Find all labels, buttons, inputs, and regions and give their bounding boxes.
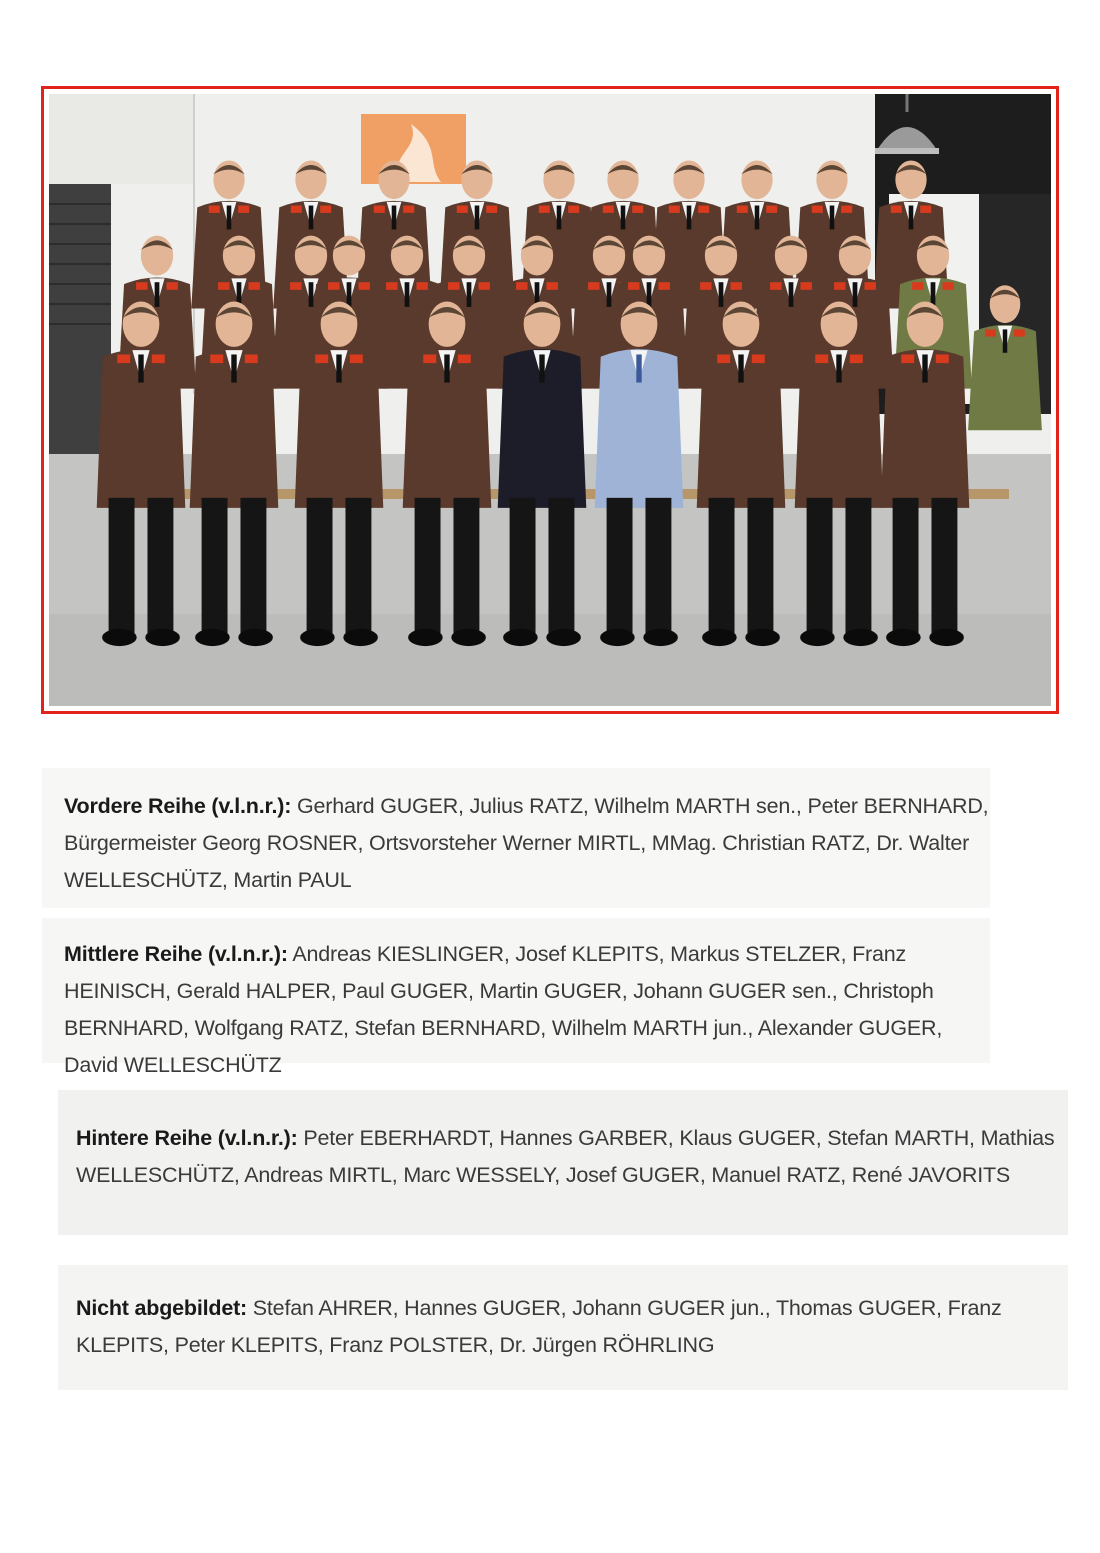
caption-back-label: Hintere Reihe (v.l.n.r.): — [76, 1126, 298, 1150]
caption-front-row — [42, 768, 990, 908]
group-photo-illustration — [49, 94, 1051, 706]
caption-back-names: Peter EBERHARDT, Hannes GARBER, Klaus GUGER, Stefan MARTH, Mathias WELLESCHÜTZ, Andreas MIRTL, Marc WESSELY, Josef GUGER, Manuel RATZ, René JAVORITS — [76, 1126, 1055, 1187]
caption-middle-names: Andreas KIESLINGER, Josef KLEPITS, Markus STELZER, Franz HEINISCH, Gerald HALPER, Paul GUGER, Martin GUGER, Johann GUGER sen., Christoph BERNHARD, Wolfgang RATZ, Stefan BERNHARD, Wilhelm MARTH jun., Alexander GUGER, David WELLESCHÜTZ — [64, 942, 943, 1077]
caption-not-pictured — [58, 1265, 1068, 1390]
fire-emblem — [361, 114, 466, 184]
caption-front-label: Vordere Reihe (v.l.n.r.): — [64, 794, 292, 818]
group-photo — [49, 94, 1051, 706]
caption-front-names: Gerhard GUGER, Julius RATZ, Wilhelm MARTH sen., Peter BERNHARD, Bürgermeister Georg ROSNER, Ortsvorsteher Werner MIRTL, MMag. Christian RATZ, Dr. Walter WELLESCHÜTZ, Martin PAUL — [64, 794, 989, 892]
caption-absent-label: Nicht abgebildet: — [76, 1296, 247, 1320]
group-photo-frame — [41, 86, 1059, 714]
caption-absent-names: Stefan AHRER, Hannes GUGER, Johann GUGER jun., Thomas GUGER, Franz KLEPITS, Peter KLEPITS, Franz POLSTER, Dr. Jürgen RÖHRLING — [76, 1296, 1002, 1357]
caption-middle-row — [42, 918, 990, 1077]
caption-back-row — [58, 1090, 1068, 1235]
caption-middle-label: Mittlere Reihe (v.l.n.r.): — [64, 942, 288, 966]
